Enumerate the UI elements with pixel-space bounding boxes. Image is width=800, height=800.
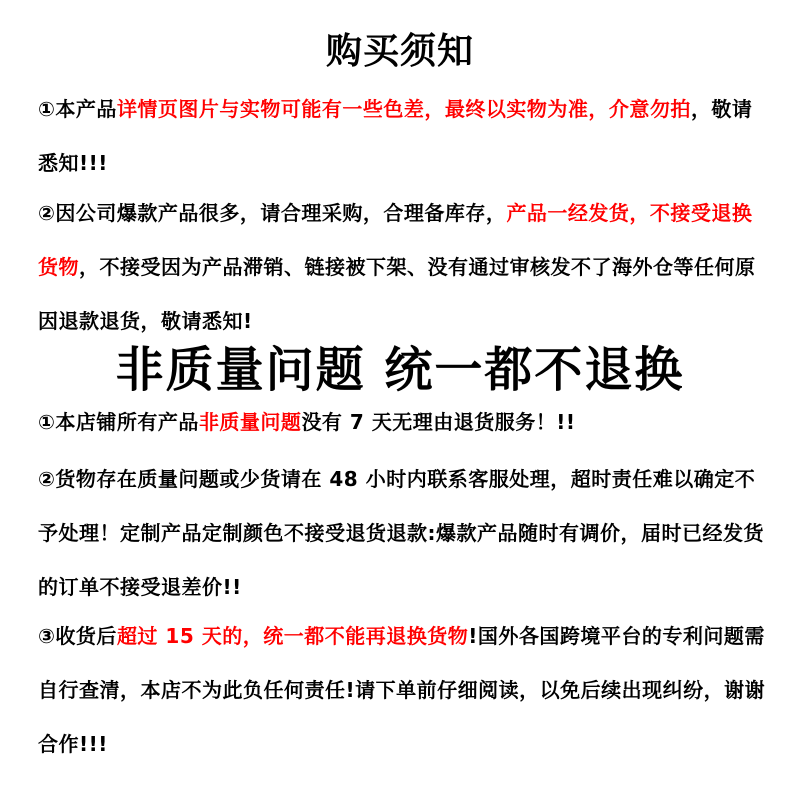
notice-emphasis: 详情页图片与实物可能有一些色差，最终以实物为准，介意勿拍 bbox=[116, 97, 691, 121]
notice-text: ，不接受因为产品滞销、链接被下架、没有通过审核发不了海外仓等任何原因退款退货，敬请悉知! bbox=[38, 255, 756, 333]
notice-text: ①本店铺所有产品 bbox=[38, 410, 199, 434]
notice-emphasis: 产品一经发货，不接受退换货物 bbox=[38, 201, 753, 279]
notice-text: ①本产品 bbox=[38, 97, 117, 121]
notice-text: ③收货后 bbox=[38, 624, 117, 648]
notice-emphasis: 非质量问题 bbox=[198, 410, 302, 434]
notice-emphasis: 超过 15 天的，统一都不能再退换货物 bbox=[116, 624, 469, 648]
notice-text: !国外各国跨境平台的专利问题需自行查清，本店不为此负任何责任!请下单前仔细阅读，以免后续出现纠纷，谢谢合作!!! bbox=[38, 624, 766, 756]
notice-text: ，敬请悉知!!! bbox=[38, 97, 753, 175]
section-heading-no-return: 非质量问题 统一都不退换 bbox=[115, 342, 685, 398]
page-title: 购买须知 bbox=[325, 31, 474, 72]
notice-item-color-difference bbox=[38, 82, 768, 190]
notice-item-no-return-after-shipping bbox=[38, 186, 768, 348]
notice-text: ②货物存在质量问题或少货请在 48 小时内联系客服处理，超时责任难以确定不予处理！定制产品定制颜色不接受退货退款:爆款产品随时有调价，届时已经发货的订单不接受退差价!! bbox=[38, 467, 764, 599]
notice-item-quality-issue-48h bbox=[38, 452, 768, 614]
notice-item-no-7-day-return bbox=[38, 395, 768, 449]
notice-item-15-day-limit bbox=[38, 609, 768, 771]
notice-text: ②因公司爆款产品很多，请合理采购，合理备库存， bbox=[38, 201, 507, 225]
notice-text: 没有 7 天无理由退货服务！!! bbox=[301, 410, 576, 434]
